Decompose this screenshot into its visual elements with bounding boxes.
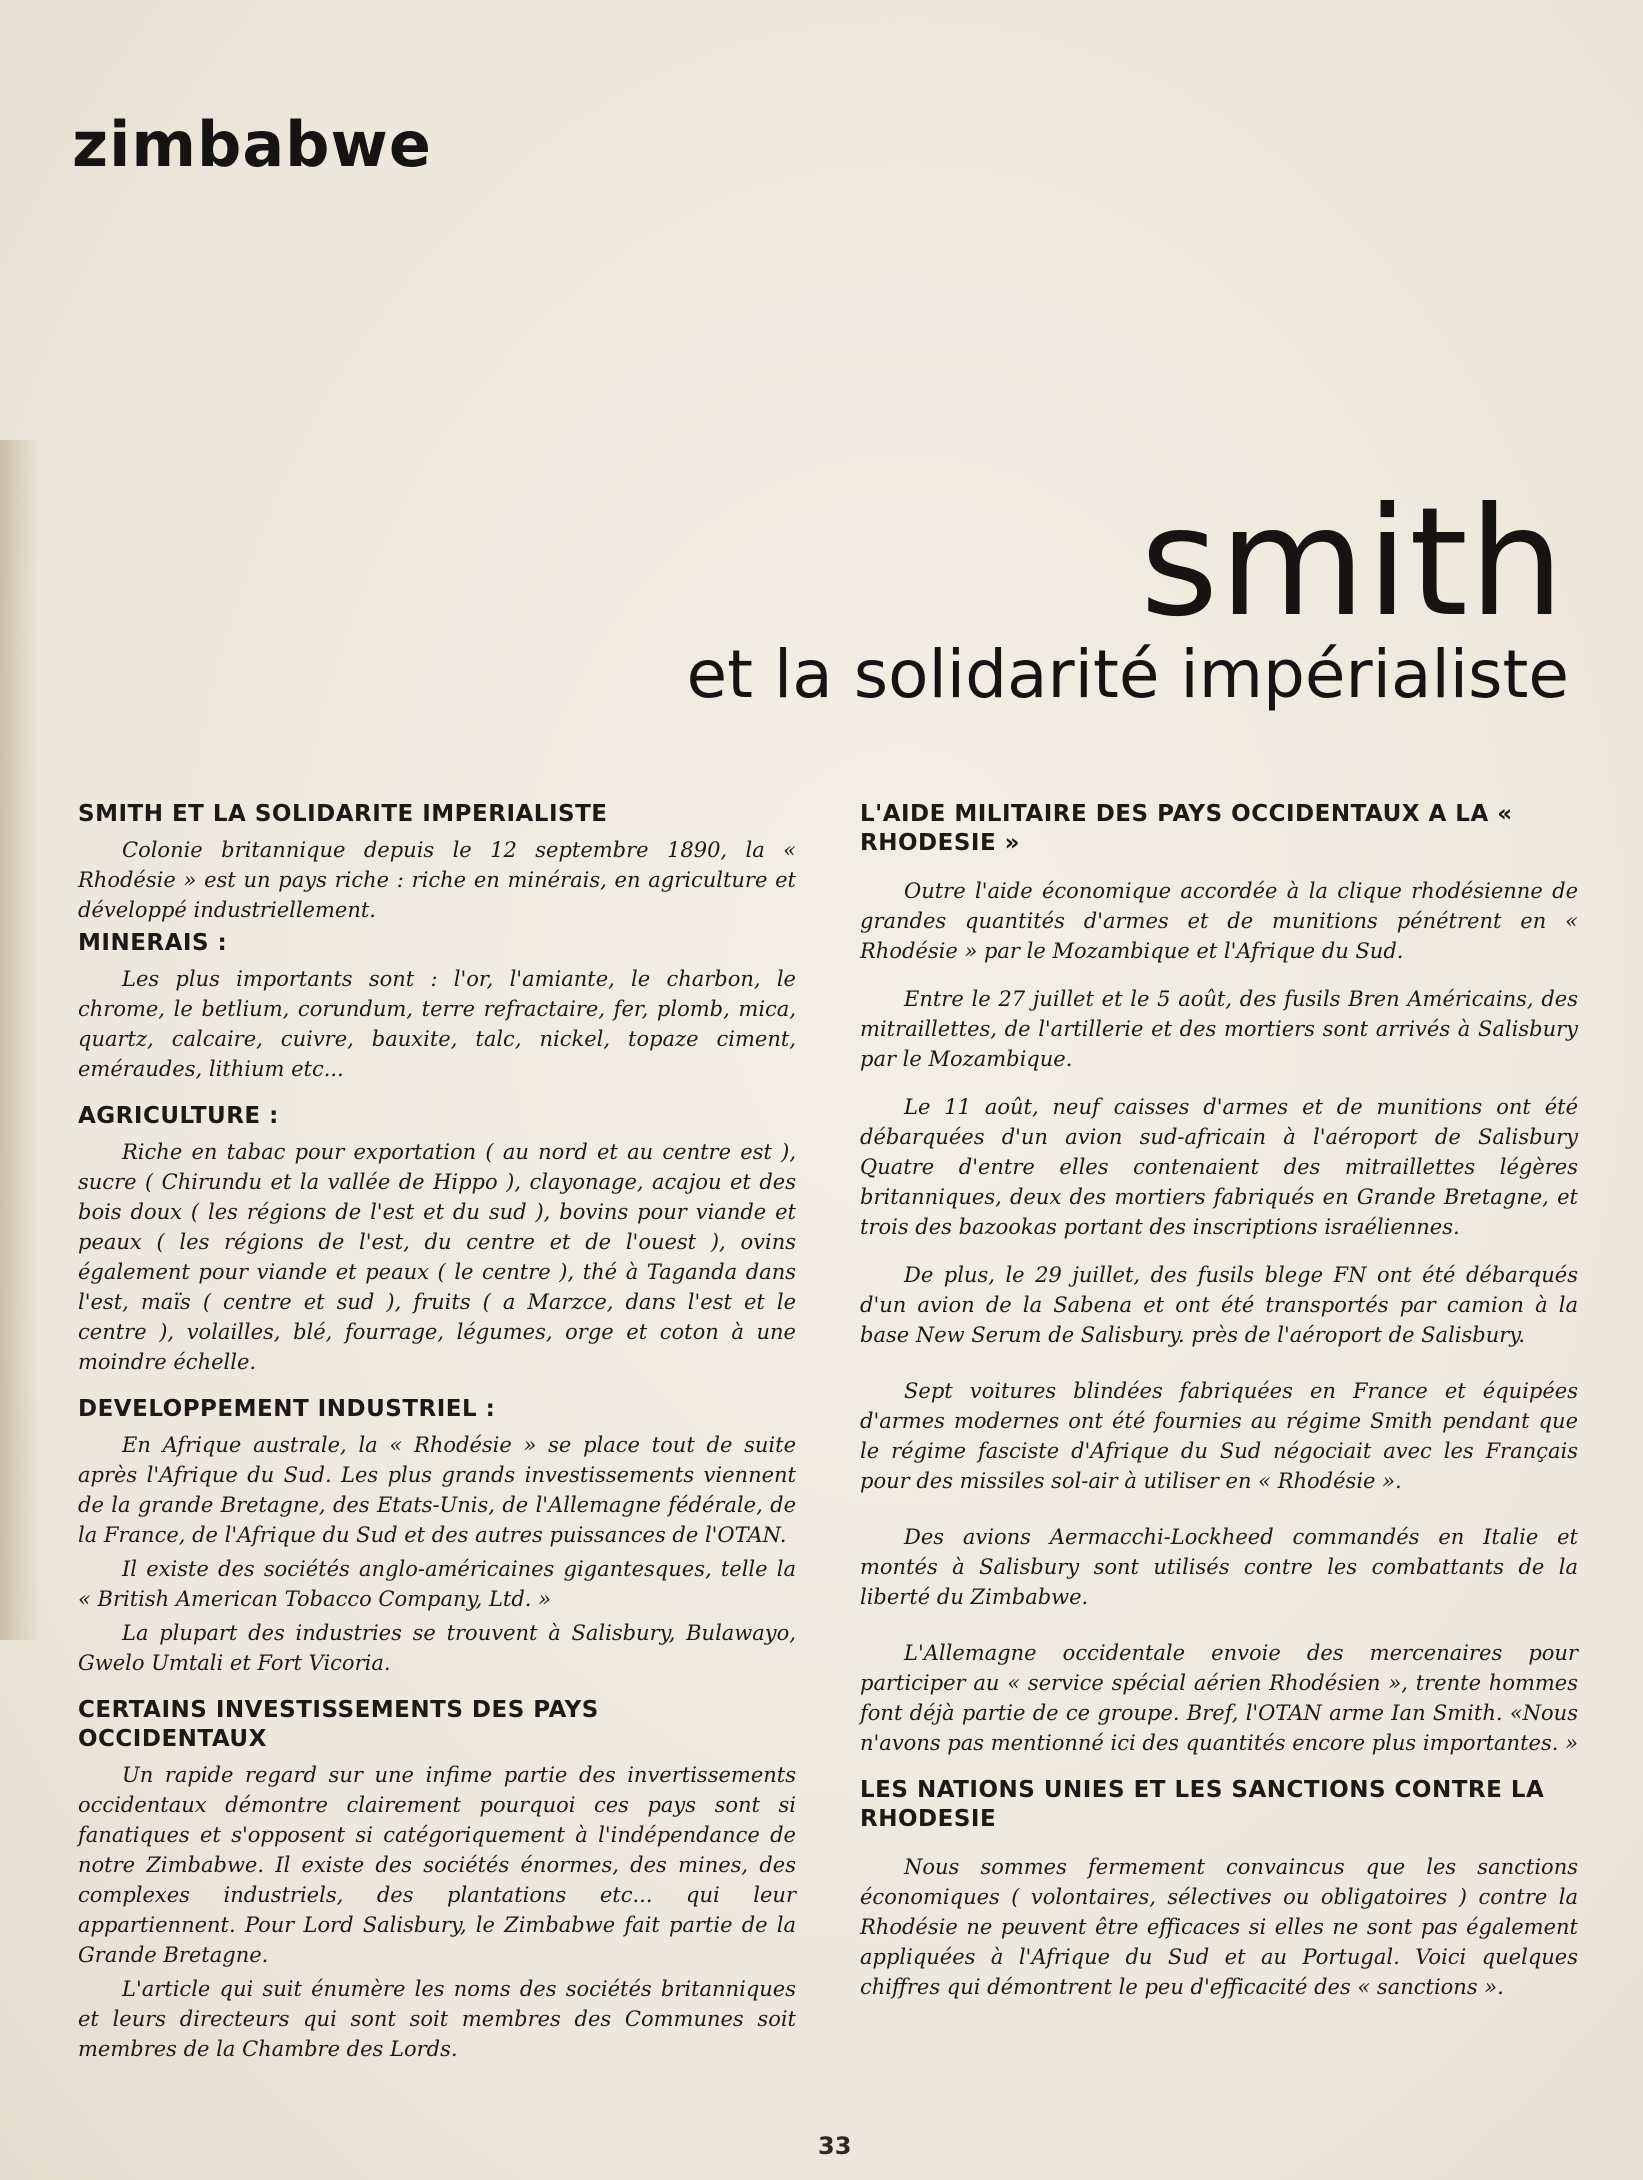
section-heading: LES NATIONS UNIES ET LES SANCTIONS CONTRE LA RHODESIE [860,1777,1545,1832]
paragraph: Il existe des sociétés anglo-américaines gigantesques, telle la « British American Tobacco Company, Ltd. » [78,1557,796,1611]
paragraph: De plus, le 29 juillet, des fusils blege FN ont été débarqués d'un avion de la Sabena et ont été transportés par camion à la base New Serum de Salisbury. près de l'aéroport de Salisbury. [860,1263,1578,1347]
page-number: 33 [818,2132,852,2160]
paper-stain [0,440,40,1640]
headline-title: smith [1140,476,1565,650]
paragraph: Un rapide regard sur une infime partie des invertissements occidentaux démontre clairement pourquoi ces pays sont si fanatiques et s'opposent si catégoriquement à l'indépendance de notre Zimbabwe. Il existe des sociétés énormes, des mines, des complexes industriels, des plantations etc... qui leur appartiennent. Pour Lord Salisbury, le Zimbabwe fait partie de la Grande Bretagne. [78,1763,796,1967]
section-heading: CERTAINS INVESTISSEMENTS DES PAYS OCCIDENTAUX [78,1697,599,1752]
section-heading: DEVELOPPEMENT INDUSTRIEL : [78,1396,496,1422]
section-label: zimbabwe [72,108,432,181]
section-heading: MINERAIS : [78,930,228,956]
section-heading: SMITH ET LA SOLIDARITE IMPERIALISTE [78,801,608,827]
paragraph: Sept voitures blindées fabriquées en France et équipées d'armes modernes ont été fournies au régime Smith pendant que le régime fasciste d'Afrique du Sud négociait avec les Français pour des missiles sol-air à utiliser en « Rhodésie ». [860,1379,1578,1493]
paragraph: Entre le 27 juillet et le 5 août, des fusils Bren Américains, des mitraillettes, de l'artillerie et des mortiers sont arrivés à Salisbury par le Mozambique. [860,987,1578,1071]
paragraph: Les plus importants sont : l'or, l'amiante, le charbon, le chrome, le betlium, corundum, terre refractaire, fer, plomb, mica, quartz, calcaire, cuivre, bauxite, talc, nickel, topaze ciment, eméraudes, lithium etc... [78,967,796,1081]
section-heading: AGRICULTURE : [78,1103,279,1129]
right-column [860,800,1578,2006]
headline-subtitle: et la solidarité impérialiste [686,636,1569,713]
paragraph: Riche en tabac pour exportation ( au nord et au centre est ), sucre ( Chirundu et la vallée de Hippo ), clayonage, acajou et des bois doux ( les régions de l'est et du sud ), bovins pour viande et peaux ( les régions de l'est, du centre et de l'ouest ), ovins également pour viande et peaux ( le centre ), thé à Taganda dans l'est, maïs ( centre et sud ), fruits ( a Marzce, dans l'est et le centre ), volailles, blé, fourrage, légumes, orge et coton à une moindre échelle. [78,1140,796,1374]
paragraph: Colonie britannique depuis le 12 septembre 1890, la « Rhodésie » est un pays riche : riche en minérais, en agriculture et développé industriellement. [78,838,796,922]
paragraph: Le 11 août, neuf caisses d'armes et de munitions ont été débarquées d'un avion sud-africain à l'aéroport de Salisbury Quatre d'entre elles contenaient des mitraillettes légères britanniques, deux des mortiers fabriqués en Grande Bretagne, et trois des bazookas portant des inscriptions israéliennes. [860,1095,1578,1239]
paragraph: L'article qui suit énumère les noms des sociétés britanniques et leurs directeurs qui sont soit membres des Communes soit membres de la Chambre des Lords. [78,1977,796,2061]
paragraph: La plupart des industries se trouvent à Salisbury, Bulawayo, Gwelo Umtali et Fort Vicoria. [78,1621,796,1675]
paragraph: Des avions Aermacchi-Lockheed commandés en Italie et montés à Salisbury sont utilisés contre les combattants de la liberté du Zimbabwe. [860,1525,1578,1609]
paragraph: Nous sommes fermement convaincus que les sanctions économiques ( volontaires, sélectives ou obligatoires ) contre la Rhodésie ne peuvent être efficaces si elles ne sont pas également appliquées à l'Afrique du Sud et au Portugal. Voici quelques chiffres qui démontrent le peu d'efficacité des « sanctions ». [860,1855,1578,1999]
paragraph: En Afrique australe, la « Rhodésie » se place tout de suite après l'Afrique du Sud. Les plus grands investissements viennent de la grande Bretagne, des Etats-Unis, de l'Allemagne fédérale, de la France, de l'Afrique du Sud et des autres puissances de l'OTAN. [78,1433,796,1547]
left-column [78,800,796,2068]
paragraph: Outre l'aide économique accordée à la clique rhodésienne de grandes quantités d'armes et de munitions pénétrent en « Rhodésie » par le Mozambique et l'Afrique du Sud. [860,879,1578,963]
section-heading: L'AIDE MILITAIRE DES PAYS OCCIDENTAUX A LA « RHODESIE » [860,801,1513,856]
paragraph: L'Allemagne occidentale envoie des mercenaires pour participer au « service spécial aérien Rhodésien », trente hommes font déjà partie de ce groupe. Bref, l'OTAN arme Ian Smith. «Nous n'avons pas mentionné ici des quantités encore plus importantes. » [860,1641,1578,1755]
